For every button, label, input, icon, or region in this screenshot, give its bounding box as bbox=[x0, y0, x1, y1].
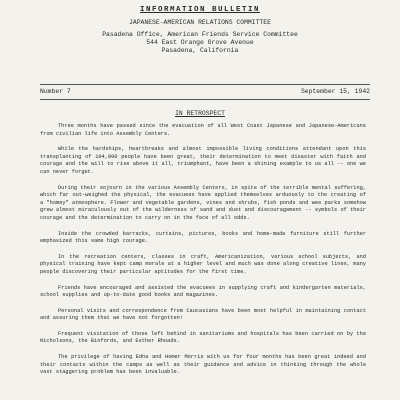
paragraph: Inside the crowded barracks, curtains, pictures, books and home-made furniture still further emphasized this same high courage. bbox=[40, 230, 366, 245]
paragraph: Personal visits and correspondence from Caucasians have been most helpful in maintaining contact and assuring them that we have not forgotten! bbox=[40, 307, 366, 322]
paragraph: Three months have passed since the evacuation of all West Coast Japanese and Japanese-Americans from civilian life into Assembly Centers. bbox=[40, 123, 366, 137]
paragraph: While the hardships, heartbreaks and almost impossible living conditions attendant upon this transplanting of 104,000 people have been great, their determination to meet disaster with faith and courage and the will to rise above it all, triumphant, have been a shining example to us all -- one we can never forget. bbox=[40, 146, 366, 175]
paragraph: In the recreation centers, classes in craft, Americanization, various school subjects, and physical training have kept camp morale at a higher level and much was done along creative lines, many people discovering their particular aptitudes for the first time. bbox=[40, 253, 366, 275]
paragraph: During their sojourn in the various Assembly Centers, in spite of the terrible mental suffering, which far out-weighed the physical, the evacuees have applied themselves arduously to the creating of a "homey" atmosphere. Flower and vegetable gardens, vines and shrubs, fish ponds and wee parks somehow grew almost miraculously out of the wilderness of sand and dust and discouragement -- symbols of their courage and the determination to carry on in the face of all odds. bbox=[40, 184, 366, 221]
paragraph: Frequent visitation of those left behind in sanitariums and hospitals has been carried on by the Nicholsons, the Binfords, and Esther Rhoads. bbox=[40, 330, 366, 345]
bottom-divider bbox=[40, 99, 370, 100]
office-line-1: Pasadena Office, American Friends Service Committee bbox=[102, 31, 298, 38]
top-divider bbox=[40, 84, 370, 85]
paragraph: The privilege of having Edna and Homer Morris with us for four months has been great indeed and their contacts within the camps as well as their guidance and advice in thinking through the whole vast staggering problem has been invaluable. bbox=[40, 354, 366, 376]
bulletin-title: INFORMATION BULLETIN bbox=[139, 6, 260, 14]
office-line-2: 544 East Orange Grove Avenue bbox=[146, 39, 254, 46]
issue-number: Number 7 bbox=[40, 88, 71, 95]
issue-date: September 15, 1942 bbox=[300, 88, 370, 95]
office-line-3: Pasadena, California bbox=[161, 47, 239, 54]
paragraph: Friends have encouraged and assisted the evacuees in supplying craft and kindergarten materials, school supplies and up-to-date good books and magazines. bbox=[40, 284, 366, 299]
office-address bbox=[0, 31, 400, 55]
committee-name: JAPANESE-AMERICAN RELATIONS COMMITTEE bbox=[129, 19, 271, 26]
bulletin-body bbox=[40, 123, 366, 385]
section-heading: IN RETROSPECT bbox=[175, 110, 225, 117]
